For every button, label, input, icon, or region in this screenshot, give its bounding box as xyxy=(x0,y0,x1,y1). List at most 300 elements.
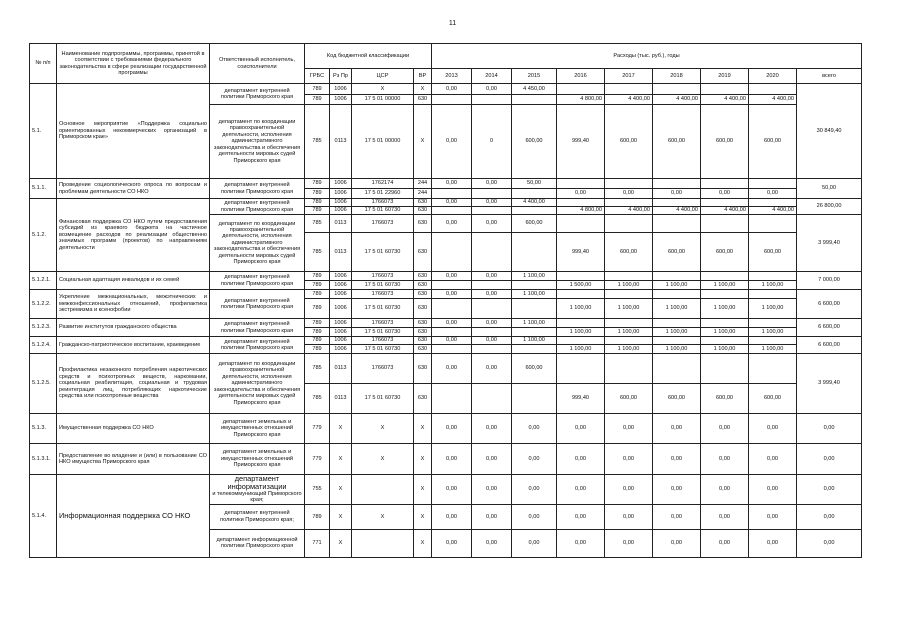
cell-2020 xyxy=(749,290,797,299)
cell-vr: X xyxy=(414,475,432,505)
cell-rzpr: 0113 xyxy=(330,384,352,414)
cell-2015 xyxy=(512,345,557,354)
cell-2016: 0,00 xyxy=(557,189,605,199)
row-num: 5.1.3. xyxy=(30,414,57,444)
cell-csr: 1766073 xyxy=(352,354,414,384)
budget-table xyxy=(29,43,862,558)
cell-grbs: 789 xyxy=(305,272,330,281)
cell-2014 xyxy=(472,299,512,319)
cell-2015: 1 100,00 xyxy=(512,290,557,299)
row-num: 5.1.2.2. xyxy=(30,290,57,319)
cell-total: 6 600,00 xyxy=(797,319,862,337)
cell-rzpr: X xyxy=(330,414,352,444)
cell-vr: X xyxy=(414,414,432,444)
cell-2019: 0,00 xyxy=(701,444,749,475)
cell-grbs: 789 xyxy=(305,189,330,199)
header-total: всего xyxy=(797,69,862,84)
header-2013: 2013 xyxy=(432,69,472,84)
cell-2013 xyxy=(432,95,472,105)
cell-vr: X xyxy=(414,84,432,95)
cell-2013: 0,00 xyxy=(432,290,472,299)
cell-2018: 0,00 xyxy=(653,529,701,557)
cell-rzpr: 1006 xyxy=(330,189,352,199)
cell-total: 0,00 xyxy=(797,444,862,475)
cell-2017: 4 400,00 xyxy=(605,207,653,215)
cell-2013: 0,00 xyxy=(432,84,472,95)
cell-vr: 630 xyxy=(414,281,432,290)
cell-2013 xyxy=(432,189,472,199)
cell-csr: 17 5 01 22960 xyxy=(352,189,414,199)
cell-rzpr: 1006 xyxy=(330,95,352,105)
cell-2016: 0,00 xyxy=(557,529,605,557)
cell-2013 xyxy=(432,207,472,215)
row-executor: департамент внутренней политики Приморского края xyxy=(210,199,305,215)
cell-2019 xyxy=(701,354,749,384)
cell-2013: 0,00 xyxy=(432,354,472,384)
cell-2015 xyxy=(512,299,557,319)
cell-2014: 0,00 xyxy=(472,215,512,233)
cell-2015 xyxy=(512,328,557,337)
row-name: Гражданско-патриотическое воспитание, краеведение xyxy=(57,337,210,354)
cell-rzpr: 0113 xyxy=(330,105,352,179)
cell-2013 xyxy=(432,281,472,290)
cell-csr: 1766073 xyxy=(352,215,414,233)
cell-2017 xyxy=(605,84,653,95)
cell-total: 26 800,00 xyxy=(797,199,862,215)
cell-2018 xyxy=(653,84,701,95)
cell-2018 xyxy=(653,290,701,299)
cell-2020 xyxy=(749,354,797,384)
cell-2018: 0,00 xyxy=(653,475,701,505)
row-num: 5.1.1. xyxy=(30,179,57,199)
cell-2020 xyxy=(749,272,797,281)
cell-csr: X xyxy=(352,444,414,475)
cell-2015 xyxy=(512,281,557,290)
cell-2017: 0,00 xyxy=(605,189,653,199)
cell-2015: 0,00 xyxy=(512,529,557,557)
cell-2018: 1 100,00 xyxy=(653,345,701,354)
cell-rzpr: 1006 xyxy=(330,290,352,299)
cell-vr: 630 xyxy=(414,354,432,384)
cell-csr: 17 5 01 60730 xyxy=(352,207,414,215)
cell-csr xyxy=(352,475,414,505)
cell-2018: 0,00 xyxy=(653,189,701,199)
cell-vr: 630 xyxy=(414,319,432,328)
cell-2020: 1 100,00 xyxy=(749,328,797,337)
header-executor: Ответственный исполнитель, соисполнители xyxy=(210,44,305,84)
cell-2017: 1 100,00 xyxy=(605,299,653,319)
row-executor: департамент внутренней политики Приморского края xyxy=(210,84,305,105)
cell-grbs: 789 xyxy=(305,199,330,207)
cell-total: 6 600,00 xyxy=(797,290,862,319)
cell-2013 xyxy=(432,384,472,414)
cell-2016 xyxy=(557,272,605,281)
executor-line: департамент информатизации xyxy=(227,474,287,491)
cell-2016 xyxy=(557,215,605,233)
cell-2019 xyxy=(701,319,749,328)
cell-2014 xyxy=(472,95,512,105)
cell-2015: 1 100,00 xyxy=(512,319,557,328)
cell-2016: 1 500,00 xyxy=(557,281,605,290)
cell-total: 50,00 xyxy=(797,179,862,199)
cell-2020 xyxy=(749,84,797,95)
cell-grbs: 785 xyxy=(305,233,330,272)
cell-2016: 999,40 xyxy=(557,384,605,414)
table-row xyxy=(30,354,862,384)
cell-grbs: 755 xyxy=(305,475,330,505)
cell-2019: 4 400,00 xyxy=(701,95,749,105)
cell-2014 xyxy=(472,233,512,272)
cell-csr: 1762174 xyxy=(352,179,414,189)
cell-2017 xyxy=(605,319,653,328)
cell-vr: 630 xyxy=(414,345,432,354)
row-executor: департамент внутренней политики Приморского края xyxy=(210,290,305,319)
header-num: № п/п xyxy=(30,44,57,84)
cell-2013: 0,00 xyxy=(432,105,472,179)
row-num: 5.1.2. xyxy=(30,199,57,272)
cell-2015 xyxy=(512,384,557,414)
cell-2018: 0,00 xyxy=(653,504,701,529)
cell-2016: 1 100,00 xyxy=(557,328,605,337)
cell-2014: 0,00 xyxy=(472,354,512,384)
cell-2020: 0,00 xyxy=(749,504,797,529)
cell-grbs: 789 xyxy=(305,207,330,215)
cell-2014: 0,00 xyxy=(472,444,512,475)
cell-2016 xyxy=(557,179,605,189)
cell-2015: 1 100,00 xyxy=(512,337,557,345)
cell-grbs: 785 xyxy=(305,215,330,233)
cell-2020 xyxy=(749,337,797,345)
cell-2019: 1 100,00 xyxy=(701,328,749,337)
cell-2019: 600,00 xyxy=(701,105,749,179)
executor-line: и телекоммуникаций Приморского края; xyxy=(212,491,302,504)
cell-2015: 600,00 xyxy=(512,215,557,233)
cell-2015: 0,00 xyxy=(512,414,557,444)
cell-2014: 0 xyxy=(472,105,512,179)
cell-2014: 0,00 xyxy=(472,529,512,557)
row-executor: департамент внутренней политики Приморского края xyxy=(210,319,305,337)
cell-2017 xyxy=(605,215,653,233)
cell-2019: 1 100,00 xyxy=(701,345,749,354)
header-csr: ЦСР xyxy=(352,69,414,84)
header-2018: 2018 xyxy=(653,69,701,84)
row-num: 5.1.2.3. xyxy=(30,319,57,337)
row-executor: департамент информационной политики Приморского края xyxy=(210,529,305,557)
cell-2015: 0,00 xyxy=(512,475,557,505)
cell-2019 xyxy=(701,179,749,189)
cell-2017 xyxy=(605,199,653,207)
cell-vr: 630 xyxy=(414,199,432,207)
cell-2015 xyxy=(512,233,557,272)
cell-2017: 0,00 xyxy=(605,444,653,475)
cell-2017: 0,00 xyxy=(605,504,653,529)
cell-2017: 1 100,00 xyxy=(605,328,653,337)
cell-2015 xyxy=(512,207,557,215)
cell-grbs: 785 xyxy=(305,384,330,414)
header-row-1 xyxy=(30,44,862,69)
cell-vr: 630 xyxy=(414,233,432,272)
cell-2017 xyxy=(605,272,653,281)
cell-2020: 0,00 xyxy=(749,414,797,444)
row-name: Укрепление межнациональных, межэтнических и межконфессиональных отношений, профилактика экстремизма и ксенофобии xyxy=(57,290,210,319)
cell-rzpr: X xyxy=(330,529,352,557)
cell-2017: 0,00 xyxy=(605,529,653,557)
cell-2018 xyxy=(653,215,701,233)
cell-2014 xyxy=(472,328,512,337)
cell-vr: 630 xyxy=(414,215,432,233)
cell-rzpr: 1006 xyxy=(330,328,352,337)
cell-2020: 1 100,00 xyxy=(749,345,797,354)
cell-2017 xyxy=(605,290,653,299)
cell-vr: X xyxy=(414,529,432,557)
cell-rzpr: 0113 xyxy=(330,354,352,384)
cell-2020: 0,00 xyxy=(749,529,797,557)
row-executor: департамент внутренней политики Приморского края xyxy=(210,179,305,199)
table-row xyxy=(30,475,862,505)
cell-2016: 0,00 xyxy=(557,414,605,444)
cell-2014 xyxy=(472,345,512,354)
cell-csr: 17 5 01 60730 xyxy=(352,299,414,319)
cell-2020: 0,00 xyxy=(749,444,797,475)
cell-2020 xyxy=(749,179,797,189)
cell-2015: 1 100,00 xyxy=(512,272,557,281)
cell-2019 xyxy=(701,337,749,345)
row-name: Предоставление во владение и (или) в пользование СО НКО имущества Приморского края xyxy=(57,444,210,475)
row-name: Основное мероприятие «Поддержка социально ориентированных некоммерческих организаций в Приморском крае» xyxy=(57,84,210,179)
cell-csr: 17 5 01 60730 xyxy=(352,328,414,337)
cell-2018 xyxy=(653,354,701,384)
cell-2019: 1 100,00 xyxy=(701,281,749,290)
cell-rzpr: 1006 xyxy=(330,281,352,290)
cell-csr: 17 5 01 60730 xyxy=(352,281,414,290)
cell-2019: 4 400,00 xyxy=(701,207,749,215)
cell-csr: 17 5 01 00000 xyxy=(352,95,414,105)
cell-2014: 0,00 xyxy=(472,179,512,189)
table-row xyxy=(30,444,862,475)
cell-grbs: 779 xyxy=(305,444,330,475)
cell-2020: 600,00 xyxy=(749,384,797,414)
cell-grbs: 789 xyxy=(305,345,330,354)
cell-2013: 0,00 xyxy=(432,414,472,444)
row-name: Финансовая поддержка СО НКО путем предоставления субсидий из краевого бюджета на частичное возмещение расходов по реализации общественно значимых программ (проектов) по направлениям деятельности xyxy=(57,199,210,272)
cell-2016 xyxy=(557,84,605,95)
table-row xyxy=(30,199,862,207)
cell-csr: X xyxy=(352,414,414,444)
row-name: Профилактика незаконного потребления наркотических средств и психотропных веществ, наркомании, социальная реабилитация, социальная и трудовая реинтеграция лиц, потребляющих наркотические средства или психотропные вещества xyxy=(57,354,210,414)
header-2020: 2020 xyxy=(749,69,797,84)
row-executor: департамент внутренней политики Приморского края xyxy=(210,337,305,354)
cell-csr: 1766073 xyxy=(352,319,414,328)
row-num: 5.1.4. xyxy=(30,475,57,558)
cell-2018 xyxy=(653,199,701,207)
cell-grbs: 789 xyxy=(305,95,330,105)
cell-2014: 0,00 xyxy=(472,414,512,444)
row-executor: департамент по координации правоохранительной деятельности, исполнения административного законодательства и обеспечения деятельности мировых судей Приморского края xyxy=(210,354,305,414)
cell-2013: 0,00 xyxy=(432,444,472,475)
cell-vr: 630 xyxy=(414,384,432,414)
cell-2018: 1 100,00 xyxy=(653,281,701,290)
cell-total: 6 600,00 xyxy=(797,337,862,354)
cell-2020: 4 400,00 xyxy=(749,95,797,105)
cell-2015: 600,00 xyxy=(512,105,557,179)
cell-2018: 600,00 xyxy=(653,384,701,414)
cell-vr: X xyxy=(414,105,432,179)
cell-rzpr: 1006 xyxy=(330,84,352,95)
table-row xyxy=(30,414,862,444)
cell-2019 xyxy=(701,215,749,233)
cell-2018 xyxy=(653,179,701,189)
cell-2016: 1 100,00 xyxy=(557,345,605,354)
cell-2020: 600,00 xyxy=(749,105,797,179)
cell-2016: 999,40 xyxy=(557,105,605,179)
cell-2020: 600,00 xyxy=(749,233,797,272)
cell-rzpr: 1006 xyxy=(330,272,352,281)
cell-2019: 0,00 xyxy=(701,414,749,444)
row-name: Имущественная поддержка СО НКО xyxy=(57,414,210,444)
cell-2019: 0,00 xyxy=(701,189,749,199)
cell-total: 0,00 xyxy=(797,504,862,529)
cell-2017 xyxy=(605,354,653,384)
cell-2017 xyxy=(605,179,653,189)
cell-csr: 1766073 xyxy=(352,337,414,345)
cell-2013: 0,00 xyxy=(432,215,472,233)
cell-2020: 1 100,00 xyxy=(749,281,797,290)
cell-vr: 630 xyxy=(414,337,432,345)
cell-2015: 4 450,00 xyxy=(512,84,557,95)
cell-2017: 600,00 xyxy=(605,233,653,272)
cell-2020: 0,00 xyxy=(749,189,797,199)
cell-total: 7 000,00 xyxy=(797,272,862,290)
cell-2014: 0,00 xyxy=(472,84,512,95)
cell-2017: 1 100,00 xyxy=(605,345,653,354)
cell-grbs: 779 xyxy=(305,414,330,444)
cell-2017: 4 400,00 xyxy=(605,95,653,105)
cell-2020: 4 400,00 xyxy=(749,207,797,215)
header-vr: ВР xyxy=(414,69,432,84)
cell-2018: 600,00 xyxy=(653,233,701,272)
row-name: Информационная поддержка СО НКО xyxy=(57,475,210,558)
cell-rzpr: 1006 xyxy=(330,337,352,345)
cell-2014: 0,00 xyxy=(472,337,512,345)
cell-2018: 600,00 xyxy=(653,105,701,179)
cell-rzpr: 1006 xyxy=(330,179,352,189)
cell-2018 xyxy=(653,272,701,281)
cell-2015: 600,00 xyxy=(512,354,557,384)
cell-2014 xyxy=(472,189,512,199)
cell-total: 3 999,40 xyxy=(797,215,862,272)
cell-csr: X xyxy=(352,84,414,95)
cell-total: 3 999,40 xyxy=(797,354,862,414)
cell-2020: 1 100,00 xyxy=(749,299,797,319)
row-num: 5.1. xyxy=(30,84,57,179)
header-2015: 2015 xyxy=(512,69,557,84)
cell-2019: 1 100,00 xyxy=(701,299,749,319)
cell-csr: 17 5 01 00000 xyxy=(352,105,414,179)
cell-2013: 0,00 xyxy=(432,319,472,328)
cell-2019 xyxy=(701,272,749,281)
cell-rzpr: 1006 xyxy=(330,299,352,319)
cell-2015: 50,00 xyxy=(512,179,557,189)
cell-2016: 4 800,00 xyxy=(557,207,605,215)
cell-2019: 600,00 xyxy=(701,233,749,272)
cell-csr: 17 5 01 60730 xyxy=(352,384,414,414)
cell-rzpr: X xyxy=(330,504,352,529)
cell-2013: 0,00 xyxy=(432,475,472,505)
cell-2014 xyxy=(472,384,512,414)
cell-total: 0,00 xyxy=(797,475,862,505)
cell-vr: 630 xyxy=(414,328,432,337)
cell-2013: 0,00 xyxy=(432,199,472,207)
cell-2013 xyxy=(432,233,472,272)
cell-2017: 600,00 xyxy=(605,384,653,414)
cell-csr: 17 5 01 60730 xyxy=(352,233,414,272)
cell-2015: 0,00 xyxy=(512,444,557,475)
cell-2019: 600,00 xyxy=(701,384,749,414)
cell-2014: 0,00 xyxy=(472,319,512,328)
cell-csr xyxy=(352,529,414,557)
cell-2016 xyxy=(557,290,605,299)
row-executor: департамент земельных и имущественных отношений Приморского края xyxy=(210,444,305,475)
cell-2013: 0,00 xyxy=(432,337,472,345)
row-executor xyxy=(210,475,305,505)
table-row xyxy=(30,319,862,328)
cell-vr: X xyxy=(414,444,432,475)
cell-2017: 0,00 xyxy=(605,475,653,505)
cell-rzpr: X xyxy=(330,475,352,505)
cell-rzpr: 1006 xyxy=(330,319,352,328)
cell-2014: 0,00 xyxy=(472,199,512,207)
header-2019: 2019 xyxy=(701,69,749,84)
cell-total: 0,00 xyxy=(797,529,862,557)
cell-grbs: 771 xyxy=(305,529,330,557)
table-row xyxy=(30,179,862,189)
cell-2020 xyxy=(749,199,797,207)
table-row xyxy=(30,337,862,345)
cell-2018: 1 100,00 xyxy=(653,328,701,337)
row-num: 5.1.2.4. xyxy=(30,337,57,354)
cell-2018: 0,00 xyxy=(653,444,701,475)
cell-2018: 4 400,00 xyxy=(653,207,701,215)
cell-2020 xyxy=(749,319,797,328)
cell-2019 xyxy=(701,84,749,95)
cell-2017: 1 100,00 xyxy=(605,281,653,290)
cell-2014: 0,00 xyxy=(472,475,512,505)
cell-2015: 0,00 xyxy=(512,504,557,529)
cell-2014 xyxy=(472,281,512,290)
cell-2019 xyxy=(701,199,749,207)
cell-grbs: 789 xyxy=(305,290,330,299)
row-name: Социальная адаптация инвалидов и их семей xyxy=(57,272,210,290)
page-number: 11 xyxy=(448,20,457,27)
cell-grbs: 789 xyxy=(305,281,330,290)
cell-grbs: 789 xyxy=(305,84,330,95)
header-grbs: ГРБС xyxy=(305,69,330,84)
cell-2014 xyxy=(472,207,512,215)
header-code: Код бюджетной классификации xyxy=(305,44,432,69)
cell-2016: 1 100,00 xyxy=(557,299,605,319)
cell-csr: 1766073 xyxy=(352,272,414,281)
cell-vr: 630 xyxy=(414,207,432,215)
cell-csr: 1766073 xyxy=(352,290,414,299)
cell-total: 30 849,40 xyxy=(797,84,862,179)
header-2017: 2017 xyxy=(605,69,653,84)
cell-2016 xyxy=(557,354,605,384)
cell-2019: 0,00 xyxy=(701,529,749,557)
cell-2016 xyxy=(557,199,605,207)
row-executor: департамент по координации правоохранительной деятельности, исполнения административного законодательства и обеспечения деятельности мировых судей Приморского края xyxy=(210,105,305,179)
cell-rzpr: 0113 xyxy=(330,215,352,233)
cell-2018 xyxy=(653,319,701,328)
